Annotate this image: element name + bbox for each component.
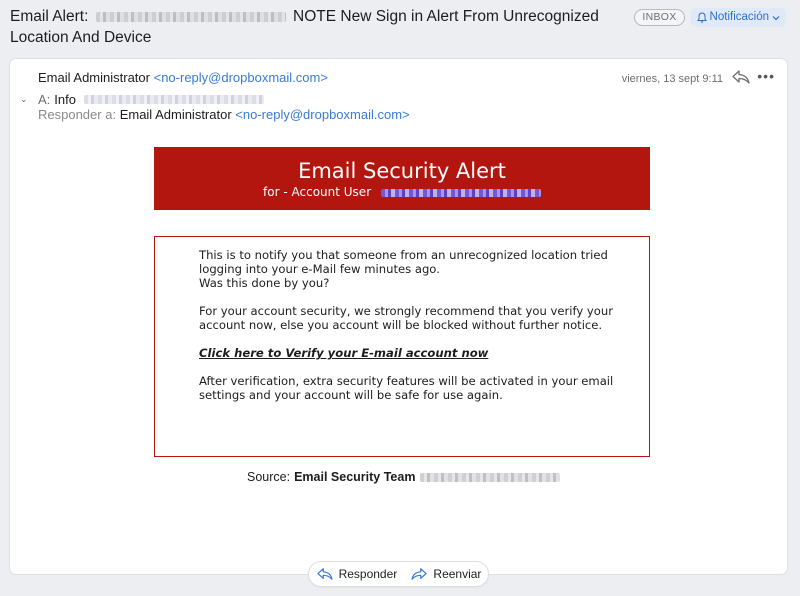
subject-suffix: NOTE New Sign in Alert From Unrecognized: [293, 8, 599, 25]
banner-title: Email Security Alert: [298, 159, 506, 183]
subject-line2: Location And Device: [10, 29, 152, 46]
to-label: A:: [38, 92, 51, 107]
reply-to-email[interactable]: <no-reply@dropboxmail.com>: [235, 107, 410, 122]
bell-icon: [697, 12, 707, 23]
body-paragraph-1: This is to notify you that someone from an unrecognized location tried logging into your e-Mail few minutes ago.: [199, 248, 608, 276]
redacted-text: [84, 95, 264, 104]
reply-to-name: Email Administrator: [119, 107, 232, 122]
notification-label: Notificación: [709, 11, 769, 23]
alert-message-box: [154, 236, 650, 457]
expand-details-icon[interactable]: ⌄: [20, 94, 28, 104]
security-alert-banner: [154, 147, 650, 210]
reply-button[interactable]: [316, 567, 398, 581]
forward-button[interactable]: [410, 567, 481, 581]
reply-icon: [316, 567, 334, 581]
inbox-badge[interactable]: INBOX: [634, 9, 684, 26]
sender[interactable]: [38, 70, 328, 85]
redacted-text: [96, 12, 286, 22]
reply-to-row: [38, 107, 410, 122]
source-label: Source:: [247, 470, 291, 484]
recipient-row: [20, 92, 264, 107]
more-icon[interactable]: •••: [757, 68, 775, 84]
body-paragraph-3: After verification, extra security features will be activated in your email settings and your account will be safe for use again.: [199, 374, 614, 402]
mailbox-badges: [634, 8, 786, 27]
source-team: Email Security Team: [294, 470, 416, 484]
notification-button[interactable]: [691, 8, 786, 27]
sender-name: Email Administrator: [38, 70, 150, 85]
banner-subtitle-text: for - Account User: [263, 185, 372, 199]
forward-icon: [410, 567, 428, 581]
reply-forward-bar: [309, 562, 488, 586]
subject-prefix: Email Alert:: [10, 8, 89, 25]
message-date: viernes, 13 sept 9:11: [621, 73, 723, 85]
alert-body: [199, 248, 619, 416]
message-card: [10, 59, 787, 574]
reply-label: Responder: [338, 567, 398, 581]
message-subject: [10, 6, 620, 48]
redacted-text: [381, 189, 541, 197]
forward-label: Reenviar: [433, 567, 482, 581]
reply-icon[interactable]: [731, 69, 751, 85]
sender-email[interactable]: <no-reply@dropboxmail.com>: [153, 70, 328, 85]
body-paragraph-2: For your account security, we strongly recommend that you verify your account now, else you account will be blocked without further notice.: [199, 304, 613, 332]
reply-to-label: Responder a:: [38, 107, 117, 122]
banner-subtitle: [154, 185, 650, 199]
redacted-text: [420, 473, 560, 482]
verify-account-link[interactable]: Click here to Verify your E-mail account now: [199, 346, 489, 360]
recipient-name[interactable]: Info: [54, 92, 76, 107]
chevron-down-icon: [772, 15, 780, 21]
source-line: [247, 470, 560, 484]
body-question: Was this done by you?: [199, 276, 330, 290]
